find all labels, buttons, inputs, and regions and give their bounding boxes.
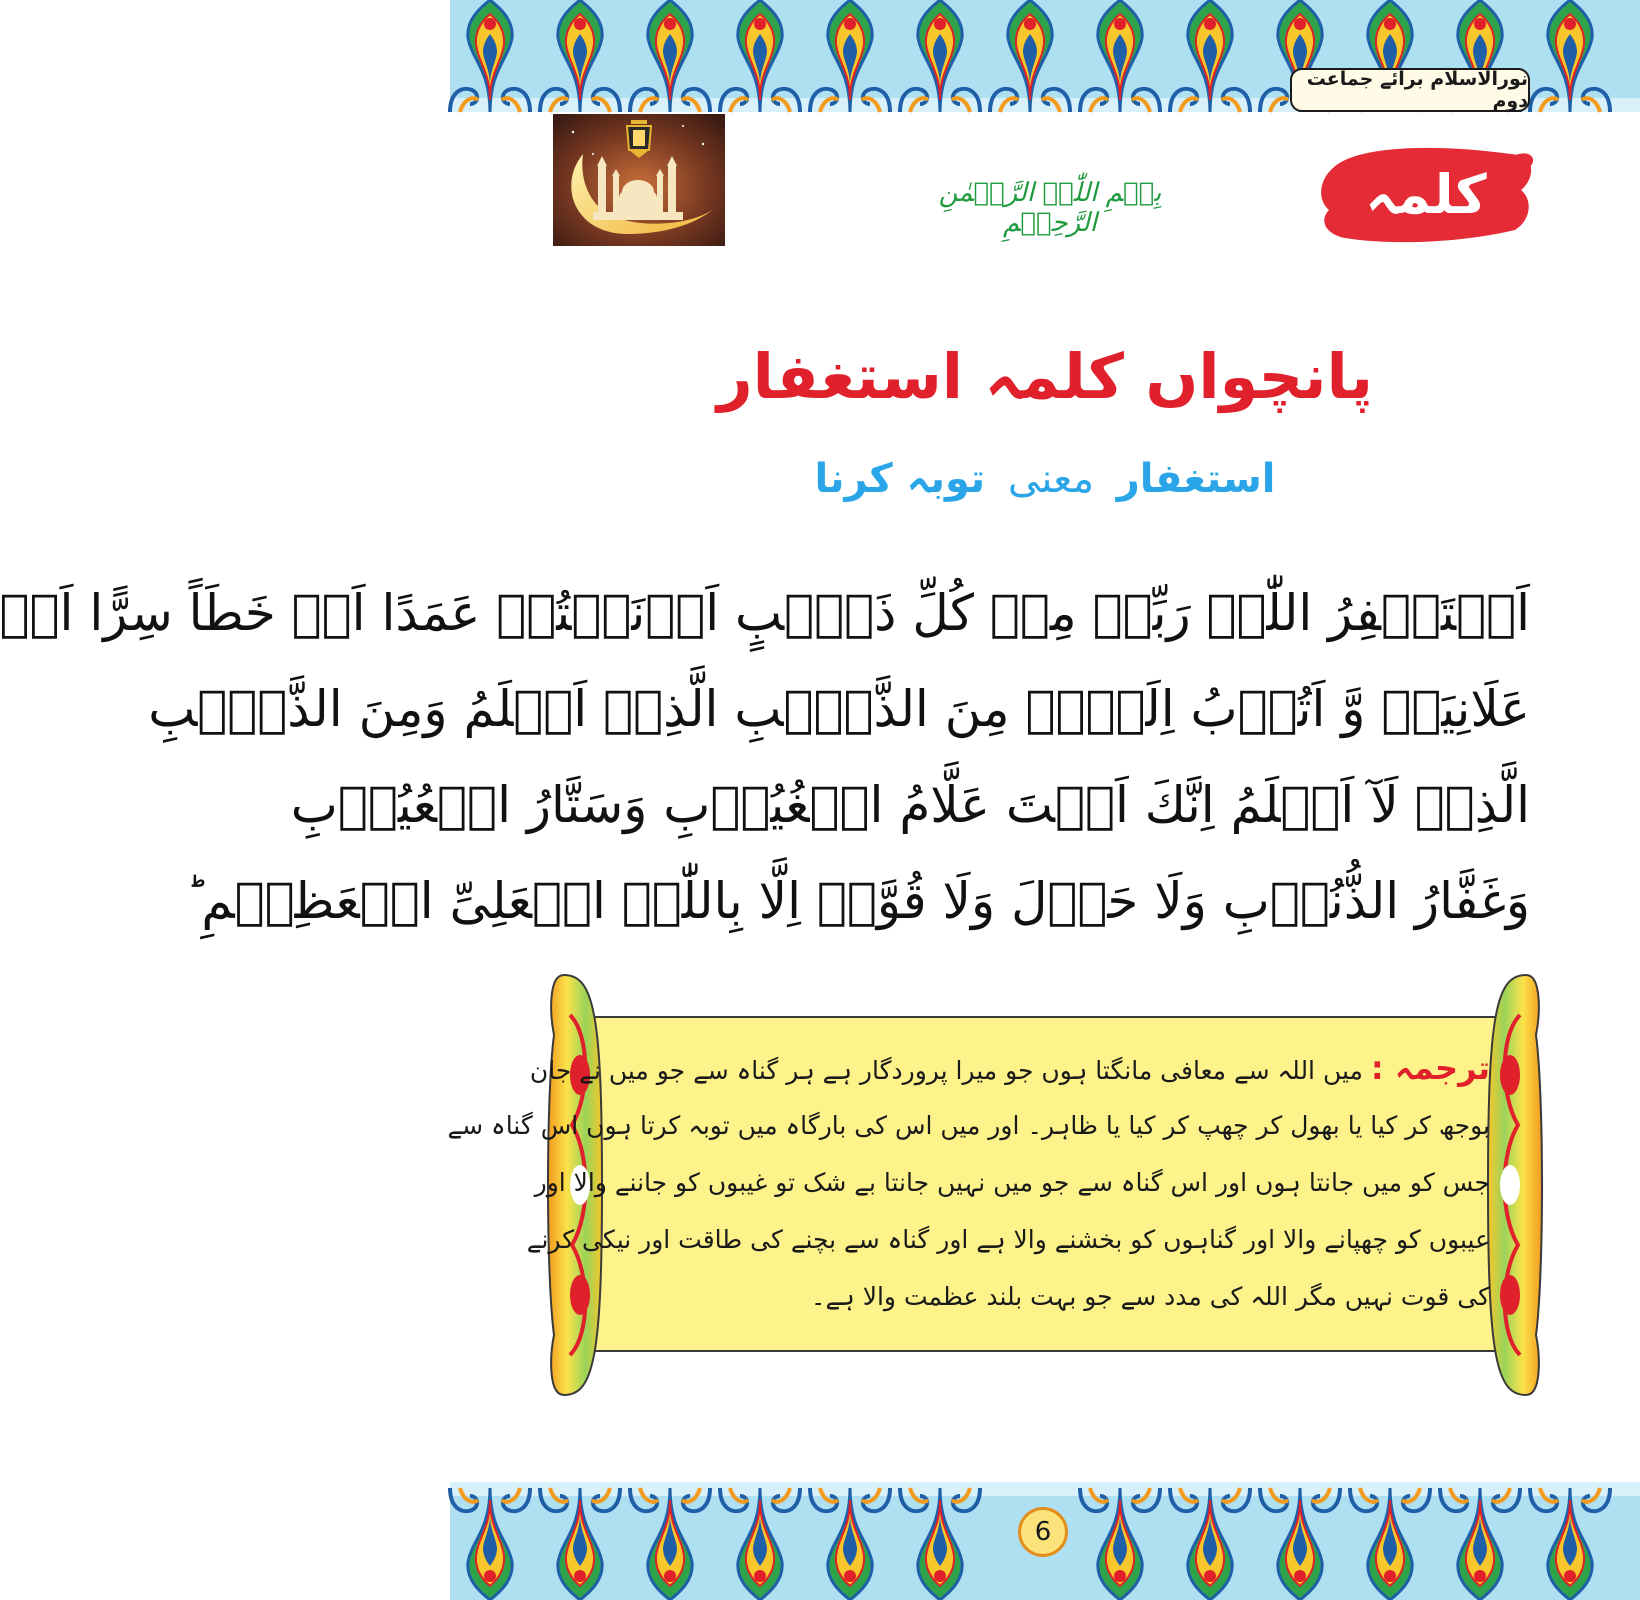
kalima-badge-label: کلمہ [1365,162,1487,226]
translation-line: عیبوں کو چھپانے والا اور گناہوں کو بخشنے والا ہے اور گناہ سے بچنے کی طاقت اور نیکی کرنے [526,1225,1490,1254]
subtitle [450,456,1640,502]
subtitle-meaning-word: معنی [1007,456,1094,502]
arabic-kalima-text [0,565,1530,949]
bismillah-calligraphy: بِسۡمِ اللّٰہِ الرَّحۡمٰنِ الرَّحِیۡمِ [938,178,1162,238]
arabic-line: عَلَانِیَۃً وَّ اَتُوۡبُ اِلَیۡہِ مِنَ الذَّنۡۢبِ الَّذِیۡ اَعۡلَمُ وَمِنَ الذَّنۡۢبِ [148,680,1530,738]
arabic-line: اَسۡتَغۡفِرُ اللّٰہَ رَبِّیۡ مِنۡ کُلِّ ذَنۡۢبٍ اَذۡنَبۡتُہٗ عَمَدًا اَوۡ خَطَاً سِرًّا اَوۡ [0,584,1530,642]
translation-label: ترجمہ : [1370,1049,1490,1087]
urdu-translation [447,1040,1490,1325]
page-title: پانچواں کلمہ استغفار [716,340,1374,413]
translation-line: کی قوت نہیں مگر اللہ کی مدد سے جو بہت بلند عظمت والا ہے۔ [810,1282,1490,1311]
kalima-badge [1315,138,1537,250]
translation-line-text: میں اللہ سے معافی مانگتا ہوں جو میرا پروردگار ہے ہر گناہ سے جو میں نے جان [529,1056,1363,1085]
subtitle-meaning: توبہ کرنا [814,456,986,502]
subtitle-term: استغفار [1116,456,1276,502]
page-number: 6 [1018,1507,1068,1557]
translation-line: جس کو میں جانتا ہوں اور اس گناہ سے جو میں نہیں جانتا بے شک تو غیبوں کو جاننے والا اور [534,1168,1490,1197]
arabic-line: وَغَفَّارُ الذُّنُوۡبِ وَلَا حَوۡلَ وَلَا قُوَّۃَ اِلَّا بِاللّٰہِ الۡعَلِیِّ الۡعَظِیۡمِ ؕ [185,872,1530,930]
mosque-crescent-illustration [553,114,725,246]
arabic-line: الَّذِیۡ لَآ اَعۡلَمُ اِنَّكَ اَنۡتَ عَلَّامُ الۡغُیُوۡبِ وَسَتَّارُ الۡعُیُوۡبِ [290,776,1530,834]
translation-line [529,1040,1490,1097]
book-title-label: نورالاسلام برائے جماعت دوم [1290,68,1530,112]
translation-line: بوجھ کر کیا یا بھول کر چھپ کر کیا یا ظاہر۔ اور میں اس کی بارگاہ میں توبہ کرتا ہوں اس گناہ سے [447,1111,1490,1140]
